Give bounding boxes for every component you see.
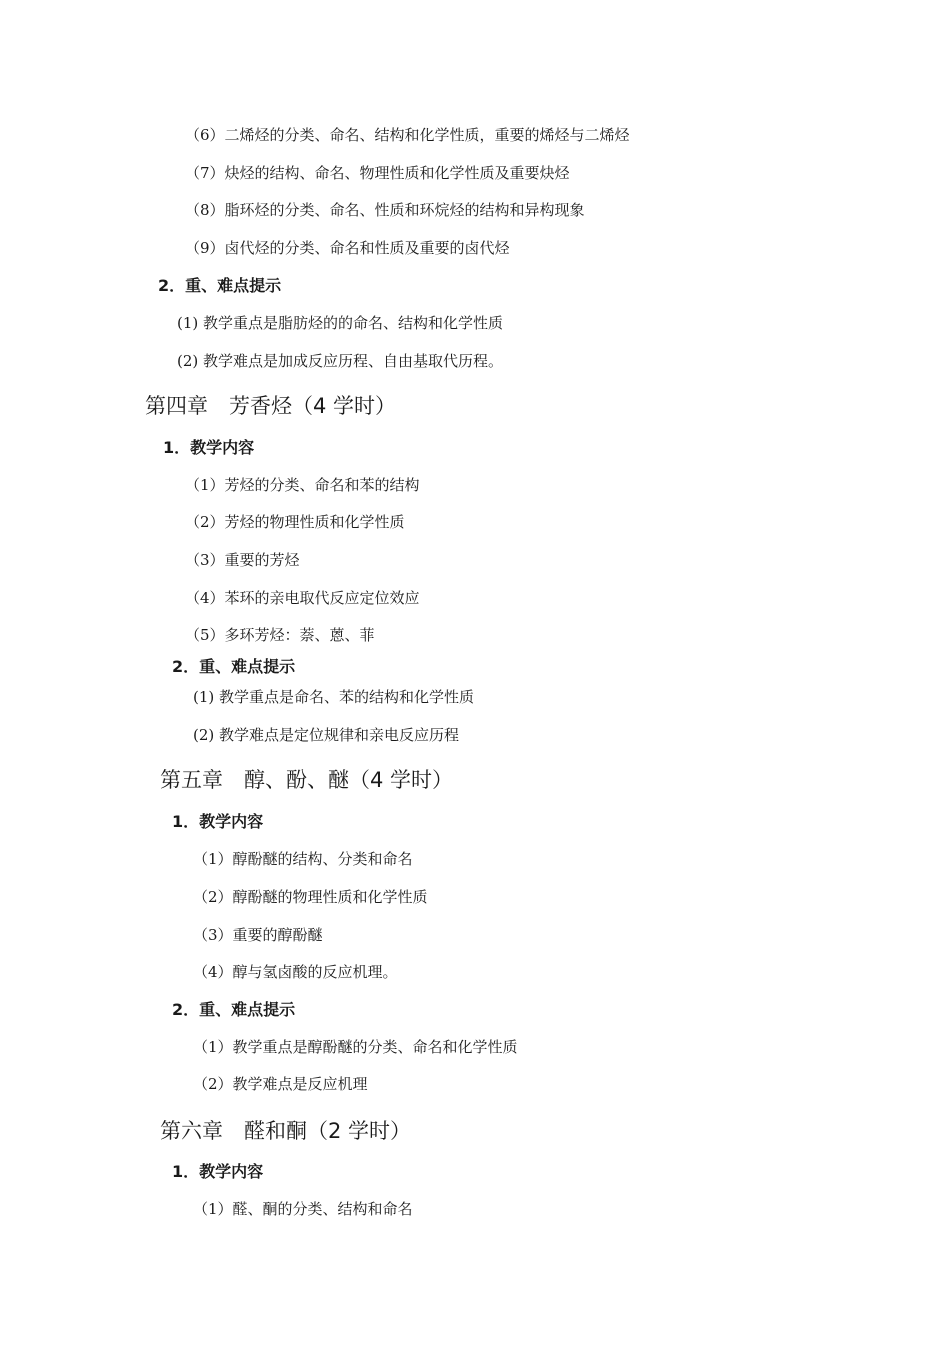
content-item: （4）醇与氢卤酸的反应机理。 — [193, 963, 398, 981]
content-item: （7）炔烃的结构、命名、物理性质和化学性质及重要炔烃 — [185, 164, 570, 182]
key-point-item: （1）教学重点是醇酚醚的分类、命名和化学性质 — [193, 1038, 518, 1056]
content-heading: 1．教学内容 — [172, 1162, 264, 1181]
content-item: （4）苯环的亲电取代反应定位效应 — [185, 589, 420, 607]
key-points-heading: 2．重、难点提示 — [158, 276, 282, 295]
chapter-title: 第四章 芳香烃（4 学时） — [145, 394, 397, 418]
key-point-item: (1) 教学重点是命名、苯的结构和化学性质 — [193, 688, 475, 706]
key-points-heading: 2．重、难点提示 — [172, 657, 296, 676]
content-item: （1）芳烃的分类、命名和苯的结构 — [185, 476, 420, 494]
content-item: （1）醇酚醚的结构、分类和命名 — [193, 850, 413, 868]
content-heading: 1．教学内容 — [163, 438, 255, 457]
content-item: （8）脂环烃的分类、命名、性质和环烷烃的结构和异构现象 — [185, 201, 585, 219]
key-point-item: (2) 教学难点是定位规律和亲电反应历程 — [193, 726, 460, 744]
key-point-item: (1) 教学重点是脂肪烃的的命名、结构和化学性质 — [177, 314, 504, 332]
key-point-item: (2) 教学难点是加成反应历程、自由基取代历程。 — [177, 352, 504, 370]
content-item: （9）卤代烃的分类、命名和性质及重要的卤代烃 — [185, 239, 510, 257]
chapter-title: 第六章 醛和酮（2 学时） — [160, 1119, 412, 1143]
content-item: （6）二烯烃的分类、命名、结构和化学性质，重要的烯烃与二烯烃 — [185, 126, 630, 144]
content-item: （2）芳烃的物理性质和化学性质 — [185, 513, 405, 531]
chapter-title: 第五章 醇、酚、醚（4 学时） — [160, 768, 454, 792]
content-item: （3）重要的醇酚醚 — [193, 926, 323, 944]
content-item: （5）多环芳烃：萘、蒽、菲 — [185, 626, 375, 644]
key-points-heading: 2．重、难点提示 — [172, 1000, 296, 1019]
content-item: （2）醇酚醚的物理性质和化学性质 — [193, 888, 428, 906]
content-item: （3）重要的芳烃 — [185, 551, 300, 569]
content-heading: 1．教学内容 — [172, 812, 264, 831]
content-item: （1）醛、酮的分类、结构和命名 — [193, 1200, 413, 1218]
key-point-item: （2）教学难点是反应机理 — [193, 1075, 368, 1093]
